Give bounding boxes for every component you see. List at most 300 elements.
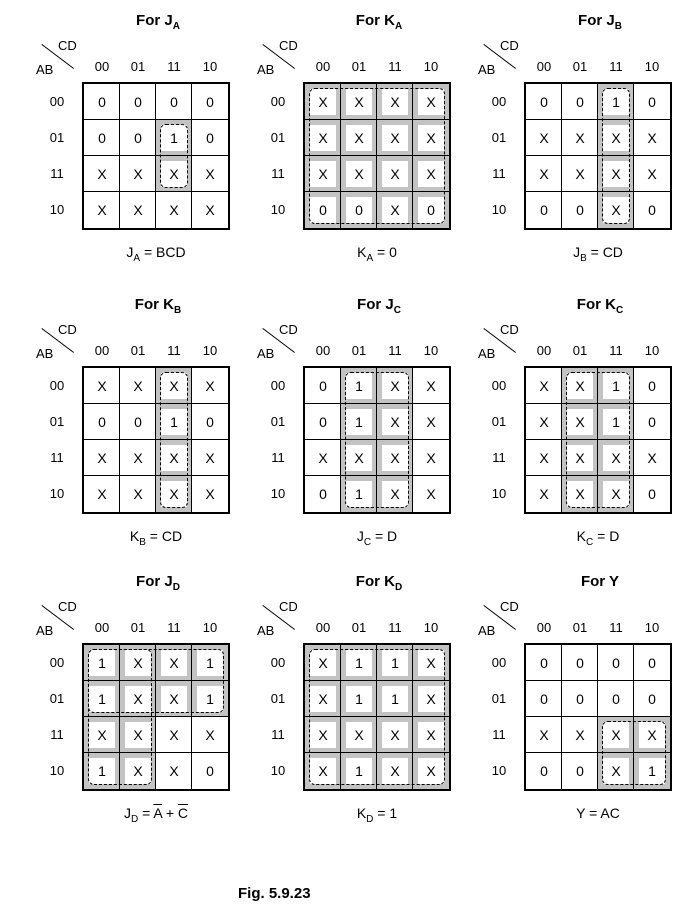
column-header: 10 [644, 59, 660, 74]
cell-value: X [125, 722, 151, 748]
cell-value: X [382, 89, 408, 115]
map-title [319, 296, 439, 316]
kmap-grid [303, 366, 451, 514]
cell-value: X [418, 125, 444, 151]
cell-value: X [125, 686, 151, 712]
cell-value: X [418, 89, 444, 115]
kmap-cell [192, 156, 228, 192]
column-header: 11 [609, 343, 623, 358]
cell-value: 1 [603, 89, 629, 115]
cell-value: X [161, 373, 187, 399]
kmap [239, 0, 459, 270]
cd-label: CD [58, 322, 77, 337]
map-title-text: For J [357, 296, 394, 313]
kmap-cell [120, 368, 156, 404]
expression-subscript: C [363, 536, 372, 548]
column-header: 01 [572, 343, 588, 358]
kmap-cell [562, 120, 598, 156]
expression-rhs: = D [593, 528, 620, 544]
cell-value: X [603, 758, 629, 784]
cell-value: 1 [639, 758, 665, 784]
row-header: 01 [49, 414, 65, 429]
cell-value: X [418, 161, 444, 187]
row-header: 11 [492, 166, 506, 181]
column-header: 01 [130, 343, 146, 358]
column-header: 00 [315, 620, 331, 635]
kmap [460, 0, 676, 270]
cell-value: X [310, 89, 336, 115]
cell-value: X [418, 722, 444, 748]
kmap-cell [305, 440, 341, 476]
cell-value: X [161, 722, 187, 748]
cell-value: X [603, 722, 629, 748]
expression-rhs: = CD [145, 528, 183, 544]
row-header: 01 [491, 130, 507, 145]
expression-subscript: A [133, 252, 141, 264]
column-header: 00 [94, 343, 110, 358]
kmap-cell [634, 84, 670, 120]
cell-value: X [197, 197, 223, 223]
kmap-cell [526, 192, 562, 228]
cell-value: 1 [89, 758, 115, 784]
kmap-cell [526, 753, 562, 789]
cell-value: X [89, 197, 115, 223]
row-header: 11 [271, 727, 285, 742]
kmap-cell [120, 84, 156, 120]
simplified-expression [82, 805, 230, 825]
map-title-subscript: B [173, 305, 182, 316]
row-header: 11 [50, 166, 64, 181]
column-header: 10 [644, 343, 660, 358]
cell-value: 0 [125, 89, 151, 115]
kmap-cell [634, 645, 670, 681]
kmap [460, 284, 676, 554]
kmap-cell [120, 476, 156, 512]
kmap-grid [82, 366, 230, 514]
kmap-cell [526, 404, 562, 440]
cell-value: X [418, 373, 444, 399]
cell-value: X [346, 445, 372, 471]
kmap-grid [303, 82, 451, 230]
kmap-cell [562, 645, 598, 681]
column-header: 01 [351, 620, 367, 635]
map-title-text: For J [136, 573, 173, 590]
kmap-cell [120, 192, 156, 228]
cell-value: 1 [161, 409, 187, 435]
row-header: 01 [491, 691, 507, 706]
figure-caption: Fig. 5.9.23 [238, 885, 311, 902]
cell-value: X [125, 445, 151, 471]
cell-value: X [603, 161, 629, 187]
kmap-cell [634, 440, 670, 476]
kmap-cell [526, 681, 562, 717]
cell-value: 0 [639, 686, 665, 712]
kmap-cell [192, 404, 228, 440]
kmap-cell [598, 681, 634, 717]
kmap-cell [192, 120, 228, 156]
cell-value: 0 [531, 758, 557, 784]
expression-subscript: D [366, 813, 374, 825]
cell-value: X [89, 445, 115, 471]
cell-value: X [382, 197, 408, 223]
map-title [319, 573, 439, 593]
cell-value: X [161, 481, 187, 507]
expression-lhs: J [356, 528, 364, 544]
kmap-cell [562, 156, 598, 192]
cell-value: X [531, 481, 557, 507]
simplified-expression [303, 528, 451, 548]
kmap-grid [303, 643, 451, 791]
cell-value: 0 [603, 686, 629, 712]
cell-value: 0 [531, 650, 557, 676]
cell-value: 1 [89, 650, 115, 676]
row-header: 10 [491, 486, 507, 501]
kmap-cell [305, 404, 341, 440]
map-title [319, 12, 439, 32]
map-title-text: For K [355, 12, 395, 29]
map-title-subscript: C [393, 305, 401, 316]
kmap-cell [526, 476, 562, 512]
map-title [98, 12, 218, 32]
cd-label: CD [58, 599, 77, 614]
expression-term: $\overline{A}$ [153, 805, 162, 821]
kmap-cell [526, 368, 562, 404]
row-header: 00 [49, 655, 65, 670]
expression-subscript: B [580, 252, 587, 264]
row-header: 01 [491, 414, 507, 429]
expression-term: + [161, 805, 178, 821]
cell-value: 0 [567, 650, 593, 676]
cell-value: 1 [197, 686, 223, 712]
map-title-text: For K [134, 296, 174, 313]
cell-value: X [567, 125, 593, 151]
kmap-cell [562, 192, 598, 228]
column-header: 11 [167, 343, 181, 358]
map-title [98, 573, 218, 593]
cd-label: CD [279, 599, 298, 614]
column-header: 00 [315, 59, 331, 74]
kmap-cell [413, 404, 449, 440]
column-header: 00 [536, 620, 552, 635]
row-header: 01 [270, 414, 286, 429]
column-header: 10 [202, 59, 218, 74]
column-header: 10 [202, 620, 218, 635]
cell-value: 0 [418, 197, 444, 223]
cd-label: CD [58, 38, 77, 53]
cell-value: 0 [567, 686, 593, 712]
cell-value: 1 [89, 686, 115, 712]
cd-label: CD [500, 38, 519, 53]
kmap-cell [84, 156, 120, 192]
cell-value: X [161, 161, 187, 187]
kmap-cell [192, 440, 228, 476]
column-header: 10 [644, 620, 660, 635]
column-header: 11 [609, 620, 623, 635]
cell-value: 0 [346, 197, 372, 223]
cell-value: X [161, 650, 187, 676]
cell-value: X [418, 650, 444, 676]
cell-value: X [125, 650, 151, 676]
cell-value: X [418, 758, 444, 784]
simplified-expression [82, 528, 230, 548]
cell-value: 0 [197, 125, 223, 151]
expression-subscript: A [366, 252, 374, 264]
row-header: 00 [491, 94, 507, 109]
cell-value: 0 [125, 125, 151, 151]
cell-value: 0 [639, 481, 665, 507]
ab-label: AB [478, 346, 496, 361]
simplified-expression [303, 244, 451, 264]
row-header: 00 [49, 378, 65, 393]
column-header: 11 [388, 620, 402, 635]
grouping-loop [309, 649, 445, 785]
kmap-cell [120, 440, 156, 476]
row-header: 10 [270, 202, 286, 217]
ab-label: AB [257, 62, 275, 77]
cell-value: 1 [346, 481, 372, 507]
column-header: 01 [572, 620, 588, 635]
cell-value: X [639, 161, 665, 187]
kmap-cell [120, 120, 156, 156]
row-header: 11 [492, 727, 506, 742]
cell-value: X [531, 445, 557, 471]
kmap-cell [526, 84, 562, 120]
column-header: 01 [130, 59, 146, 74]
row-header: 10 [49, 202, 65, 217]
cell-value: X [567, 373, 593, 399]
cell-value: 1 [346, 409, 372, 435]
expression-lhs: J [573, 244, 581, 260]
cell-value: X [89, 481, 115, 507]
cell-value: X [382, 722, 408, 748]
cell-value: X [346, 125, 372, 151]
row-header: 11 [492, 450, 506, 465]
cell-value: 0 [603, 650, 629, 676]
cell-value: X [161, 758, 187, 784]
kmap-cell [413, 368, 449, 404]
row-header: 01 [270, 691, 286, 706]
simplified-expression [524, 805, 672, 821]
cell-value: X [310, 686, 336, 712]
cell-value: X [310, 125, 336, 151]
simplified-expression [303, 805, 451, 825]
cell-value: X [531, 722, 557, 748]
kmap-cell [156, 192, 192, 228]
map-title-subscript: A [172, 21, 180, 32]
cell-value: X [310, 722, 336, 748]
cell-value: X [125, 197, 151, 223]
cell-value: X [310, 758, 336, 784]
kmap-cell [84, 84, 120, 120]
kmap-cell [562, 84, 598, 120]
cell-value: X [531, 409, 557, 435]
column-header: 11 [609, 59, 623, 74]
expression-rhs: = 0 [373, 244, 397, 260]
map-title-subscript: A [394, 21, 403, 32]
cell-value: X [382, 161, 408, 187]
cell-value: 1 [161, 125, 187, 151]
column-header: 00 [94, 620, 110, 635]
row-header: 01 [270, 130, 286, 145]
kmap-cell [192, 717, 228, 753]
map-title-text: For J [136, 12, 173, 29]
cell-value: X [639, 445, 665, 471]
map-title-subscript: D [394, 582, 403, 593]
cell-value: X [603, 197, 629, 223]
cell-value: X [310, 650, 336, 676]
ab-label: AB [257, 346, 275, 361]
kmap [18, 561, 238, 831]
cell-value: X [197, 161, 223, 187]
map-title [98, 296, 218, 316]
simplified-expression [524, 244, 672, 264]
row-header: 10 [491, 202, 507, 217]
cell-value: 0 [567, 758, 593, 784]
kmap-cell [413, 476, 449, 512]
row-header: 10 [270, 763, 286, 778]
row-header: 00 [270, 378, 286, 393]
cell-value: X [418, 445, 444, 471]
row-header: 01 [49, 691, 65, 706]
kmap-cell [84, 120, 120, 156]
cell-value: 1 [346, 650, 372, 676]
map-title-subscript: C [615, 305, 624, 316]
cell-value: 0 [89, 89, 115, 115]
expression-lhs: J [123, 805, 131, 821]
expression-subscript: B [139, 536, 146, 548]
cell-value: X [567, 409, 593, 435]
cd-label: CD [500, 599, 519, 614]
cell-value: X [603, 481, 629, 507]
kmap-cell [84, 476, 120, 512]
cell-value: X [382, 445, 408, 471]
cell-value: 0 [197, 758, 223, 784]
row-header: 00 [270, 94, 286, 109]
cell-value: X [382, 481, 408, 507]
cell-value: X [382, 373, 408, 399]
row-header: 11 [271, 450, 285, 465]
grouping-loop [345, 372, 409, 508]
cell-value: X [639, 722, 665, 748]
column-header: 10 [202, 343, 218, 358]
kmap-cell [526, 717, 562, 753]
kmap-cell [634, 156, 670, 192]
cell-value: X [418, 686, 444, 712]
kmap-cell [526, 156, 562, 192]
cell-value: X [567, 722, 593, 748]
kmap [239, 561, 459, 831]
ab-label: AB [36, 623, 54, 638]
expression-lhs: J [126, 244, 134, 260]
cell-value: X [531, 373, 557, 399]
grouping-loop [160, 372, 188, 508]
kmap-grid [524, 366, 672, 514]
cell-value: 1 [197, 650, 223, 676]
cell-value: X [603, 445, 629, 471]
kmap-cell [562, 753, 598, 789]
kmap-cell [598, 645, 634, 681]
column-header: 10 [423, 59, 439, 74]
kmap-cell [120, 156, 156, 192]
kmap-grid [524, 82, 672, 230]
grouping-loop [602, 721, 666, 785]
cell-value: 0 [197, 409, 223, 435]
expression-lhs: Y = AC [576, 805, 620, 821]
map-title [540, 12, 660, 32]
cell-value: X [161, 445, 187, 471]
grouping-loop [88, 649, 152, 785]
expression-lhs: K [357, 244, 367, 260]
cell-value: 0 [639, 650, 665, 676]
kmap-cell [156, 753, 192, 789]
cell-value: X [197, 445, 223, 471]
kmap [18, 284, 238, 554]
column-header: 11 [167, 620, 181, 635]
expression-term: $\overline{C}$ [177, 805, 189, 821]
kmap [239, 284, 459, 554]
kmap-cell [562, 717, 598, 753]
cell-value: X [382, 758, 408, 784]
kmap-cell [562, 681, 598, 717]
cell-value: 0 [531, 89, 557, 115]
kmap-cell [192, 192, 228, 228]
expression-lhs: K [576, 528, 587, 544]
cell-value: 0 [125, 409, 151, 435]
kmap-cell [192, 753, 228, 789]
row-header: 10 [49, 763, 65, 778]
row-header: 11 [50, 727, 64, 742]
column-header: 01 [351, 343, 367, 358]
cell-value: X [197, 373, 223, 399]
kmap [460, 561, 676, 831]
kmap-cell [634, 192, 670, 228]
expression-rhs: = BCD [140, 244, 186, 260]
expression-rhs: = D [371, 528, 398, 544]
row-header: 11 [50, 450, 64, 465]
ab-label: AB [478, 623, 496, 638]
column-header: 11 [167, 59, 181, 74]
kmap-cell [634, 120, 670, 156]
cell-value: X [567, 481, 593, 507]
cell-value: 0 [531, 197, 557, 223]
column-header: 01 [351, 59, 367, 74]
column-header: 01 [130, 620, 146, 635]
kmap-cell [526, 120, 562, 156]
cell-value: X [639, 125, 665, 151]
kmap-cell [192, 84, 228, 120]
row-header: 00 [491, 655, 507, 670]
kmap-cell [413, 440, 449, 476]
ab-label: AB [478, 62, 496, 77]
kmap-cell [192, 368, 228, 404]
cell-value: 0 [639, 89, 665, 115]
ab-label: AB [257, 623, 275, 638]
kmap-cell [634, 404, 670, 440]
cell-value: 1 [603, 409, 629, 435]
kmap-grid [82, 643, 230, 791]
column-header: 00 [315, 343, 331, 358]
cell-value: 0 [639, 373, 665, 399]
cell-value: X [89, 722, 115, 748]
cell-value: 0 [161, 89, 187, 115]
cell-value: X [161, 197, 187, 223]
expression-rhs: = 1 [373, 805, 398, 821]
kmap-grid [524, 643, 672, 791]
cell-value: 1 [603, 373, 629, 399]
map-title-text: For K [576, 296, 616, 313]
column-header: 11 [388, 59, 402, 74]
cell-value: X [197, 722, 223, 748]
